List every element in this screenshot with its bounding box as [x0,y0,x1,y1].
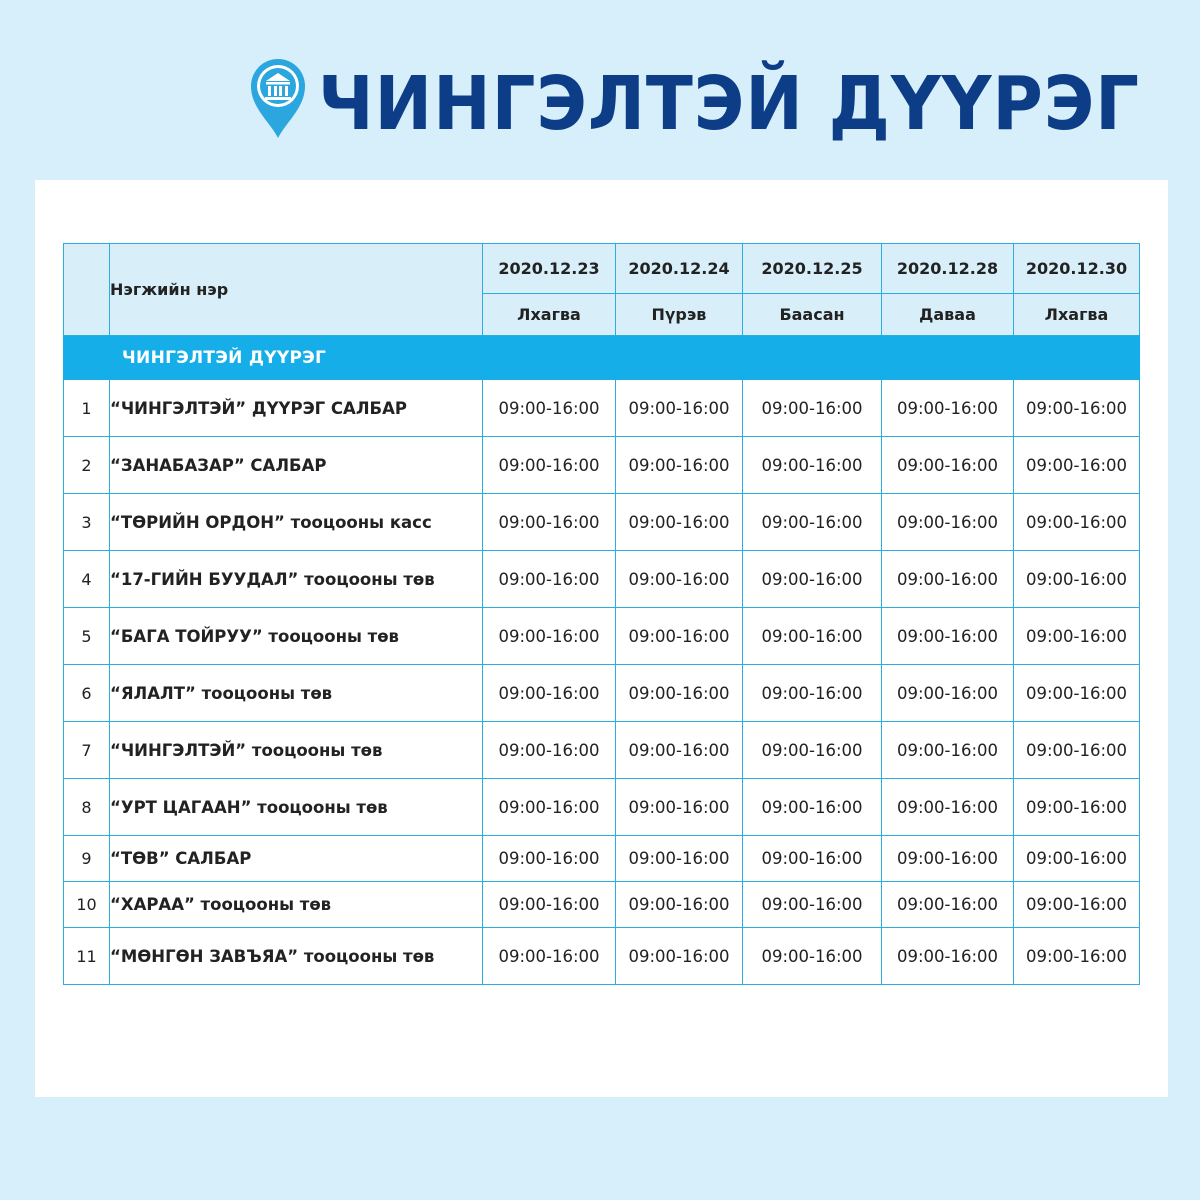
date-header: 2020.12.30 [1014,244,1140,294]
row-number: 10 [64,882,110,928]
opening-hours: 09:00-16:00 [483,779,616,836]
section-title: ЧИНГЭЛТЭЙ ДҮҮРЭГ [110,336,1140,380]
opening-hours: 09:00-16:00 [616,836,743,882]
opening-hours: 09:00-16:00 [743,494,882,551]
opening-hours: 09:00-16:00 [1014,551,1140,608]
weekday-header: Лхагва [483,294,616,336]
opening-hours: 09:00-16:00 [882,836,1014,882]
unit-name: “ЗАНАБАЗАР” САЛБАР [110,437,483,494]
opening-hours: 09:00-16:00 [882,380,1014,437]
opening-hours: 09:00-16:00 [616,608,743,665]
table-row [64,779,1140,836]
opening-hours: 09:00-16:00 [483,551,616,608]
opening-hours: 09:00-16:00 [882,494,1014,551]
opening-hours: 09:00-16:00 [483,494,616,551]
unit-name: “ХАРАА” тооцооны төв [110,882,483,928]
row-number: 5 [64,608,110,665]
opening-hours: 09:00-16:00 [743,928,882,985]
row-number: 6 [64,665,110,722]
opening-hours: 09:00-16:00 [1014,882,1140,928]
opening-hours: 09:00-16:00 [743,437,882,494]
opening-hours: 09:00-16:00 [616,494,743,551]
opening-hours: 09:00-16:00 [1014,437,1140,494]
opening-hours: 09:00-16:00 [743,665,882,722]
opening-hours: 09:00-16:00 [616,882,743,928]
opening-hours: 09:00-16:00 [616,380,743,437]
opening-hours: 09:00-16:00 [882,779,1014,836]
opening-hours: 09:00-16:00 [616,928,743,985]
opening-hours: 09:00-16:00 [743,380,882,437]
opening-hours: 09:00-16:00 [483,665,616,722]
table-row [64,928,1140,985]
opening-hours: 09:00-16:00 [743,882,882,928]
opening-hours: 09:00-16:00 [1014,836,1140,882]
section-number-cell [64,336,110,380]
table-row [64,836,1140,882]
row-number: 8 [64,779,110,836]
unit-name: “ТӨВ” САЛБАР [110,836,483,882]
opening-hours: 09:00-16:00 [1014,380,1140,437]
date-header: 2020.12.25 [743,244,882,294]
unit-name: “ЧИНГЭЛТЭЙ” тооцооны төв [110,722,483,779]
unit-name: “ЧИНГЭЛТЭЙ” ДҮҮРЭГ САЛБАР [110,380,483,437]
opening-hours: 09:00-16:00 [882,437,1014,494]
opening-hours: 09:00-16:00 [882,608,1014,665]
table-row [64,722,1140,779]
weekday-header: Баасан [743,294,882,336]
table-row [64,665,1140,722]
opening-hours: 09:00-16:00 [616,665,743,722]
opening-hours: 09:00-16:00 [483,836,616,882]
row-number: 11 [64,928,110,985]
opening-hours: 09:00-16:00 [483,608,616,665]
unit-name: “ЯЛАЛТ” тооцооны төв [110,665,483,722]
section-row [64,336,1140,380]
opening-hours: 09:00-16:00 [882,551,1014,608]
schedule-card [35,180,1168,1097]
opening-hours: 09:00-16:00 [616,779,743,836]
page-title: ЧИНГЭЛТЭЙ ДҮҮРЭГ [318,61,1140,147]
opening-hours: 09:00-16:00 [483,722,616,779]
opening-hours: 09:00-16:00 [616,722,743,779]
opening-hours: 09:00-16:00 [882,722,1014,779]
opening-hours: 09:00-16:00 [743,836,882,882]
opening-hours: 09:00-16:00 [1014,608,1140,665]
opening-hours: 09:00-16:00 [1014,928,1140,985]
row-number: 2 [64,437,110,494]
opening-hours: 09:00-16:00 [616,437,743,494]
unit-name-header: Нэгжийн нэр [110,244,483,336]
date-header: 2020.12.28 [882,244,1014,294]
table-row [64,380,1140,437]
unit-name: “17-ГИЙН БУУДАЛ” тооцооны төв [110,551,483,608]
opening-hours: 09:00-16:00 [483,928,616,985]
weekday-header: Пүрэв [616,294,743,336]
bank-location-pin-icon [248,56,308,140]
opening-hours: 09:00-16:00 [1014,779,1140,836]
number-header [64,244,110,336]
date-header: 2020.12.24 [616,244,743,294]
table-row [64,437,1140,494]
opening-hours: 09:00-16:00 [743,608,882,665]
row-number: 4 [64,551,110,608]
row-number: 3 [64,494,110,551]
table-row [64,882,1140,928]
opening-hours: 09:00-16:00 [743,722,882,779]
page-header [0,0,1200,180]
opening-hours: 09:00-16:00 [743,779,882,836]
unit-name: “БАГА ТОЙРУУ” тооцооны төв [110,608,483,665]
opening-hours: 09:00-16:00 [483,380,616,437]
opening-hours: 09:00-16:00 [483,437,616,494]
unit-name: “ТӨРИЙН ОРДОН” тооцооны касс [110,494,483,551]
schedule-table [63,243,1140,985]
table-row [64,608,1140,665]
unit-name: “МӨНГӨН ЗАВЪЯА” тооцооны төв [110,928,483,985]
row-number: 7 [64,722,110,779]
row-number: 9 [64,836,110,882]
opening-hours: 09:00-16:00 [1014,494,1140,551]
opening-hours: 09:00-16:00 [1014,665,1140,722]
opening-hours: 09:00-16:00 [483,882,616,928]
weekday-header: Даваа [882,294,1014,336]
opening-hours: 09:00-16:00 [882,665,1014,722]
opening-hours: 09:00-16:00 [1014,722,1140,779]
unit-name: “УРТ ЦАГААН” тооцооны төв [110,779,483,836]
row-number: 1 [64,380,110,437]
date-header: 2020.12.23 [483,244,616,294]
opening-hours: 09:00-16:00 [882,882,1014,928]
table-row [64,494,1140,551]
opening-hours: 09:00-16:00 [743,551,882,608]
weekday-header: Лхагва [1014,294,1140,336]
table-row [64,551,1140,608]
opening-hours: 09:00-16:00 [616,551,743,608]
opening-hours: 09:00-16:00 [882,928,1014,985]
